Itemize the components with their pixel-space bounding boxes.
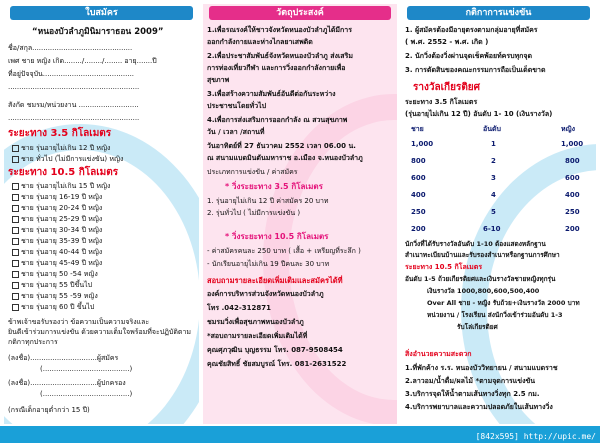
checkbox-row[interactable]: ชาย รุ่นอายุ 30-34 ปี หญิง	[12, 226, 102, 235]
address-field[interactable]: ที่อยู่ปัจจุบัน.........................................	[8, 70, 135, 78]
checkbox-row[interactable]: ชาย รุ่นอายุ 25-29 ปี หญิง	[12, 215, 102, 224]
objective-line: 3.เพื่อสร้างความสัมพันธ์อันดีต่อกันระหว่าง	[207, 90, 336, 98]
column-header: ชาย	[411, 125, 424, 133]
table-cell: 250	[411, 208, 426, 216]
club-field-2[interactable]: ...........................................................	[8, 114, 140, 122]
checkbox-row[interactable]: ชาย รุ่นอายุ 50 -54 หญิง	[12, 270, 98, 279]
table-cell: 600	[565, 174, 580, 182]
panel-heading: กติกาการแข่งขัน	[407, 6, 590, 20]
table-cell: 5	[491, 208, 496, 216]
table-cell: 400	[411, 191, 426, 199]
objective-line: สุขภาพ	[207, 76, 230, 84]
address-field-2[interactable]: ...........................................................	[8, 83, 140, 91]
contact-line: ชมรมวิ่งเพื่อสุขภาพหนองบัวลำภู	[207, 318, 304, 326]
checkbox-row[interactable]: ชาย รุ่นอายุ 16-19 ปี หญิง	[12, 193, 102, 202]
checkbox-row[interactable]: ชาย รุ่นอายุ 20-24 ปี หญิง	[12, 204, 102, 213]
guardian-note: (กรณีเด็กอายุต่ำกว่า 15 ปี)	[8, 406, 90, 414]
objectives-panel	[203, 4, 397, 424]
table-cell: 4	[491, 191, 496, 199]
gender-birth-field[interactable]: เพศ ชาย หญิง เกิด......../......../........ อายุ.......ปี	[8, 57, 157, 65]
checkbox-row[interactable]: ชาย รุ่นอายุ 60 ปี ขึ้นไป	[12, 303, 94, 312]
rule-line: 1. ผู้สมัครต้องมีอายุตรงตามกลุ่มอายุที่สมัคร	[405, 26, 538, 34]
rule-line: 3. การตัดสินของคณะกรรมการถือเป็นเด็ดขาด	[405, 66, 546, 74]
club-field[interactable]: สังกัด ชมรม/หน่วยงาน ...........................	[8, 101, 139, 109]
rules-panel	[401, 4, 596, 424]
prize-distance: ระยะทาง 3.5 กิโลเมตร	[405, 98, 478, 106]
table-cell: 400	[565, 191, 580, 199]
guardian-name-line[interactable]: (.......................................)	[40, 390, 133, 398]
prize-line: รับโล่เกียรติยศ	[457, 323, 498, 331]
prize-line: อันดับ 1-5 ถ้วยเกียรติยศและเงินรางวัลชายหญิงทุกรุ่น	[405, 275, 556, 283]
contact-line: คุณชัยสิทธิ์ ชัยสมบูรณ์ โทร. 081-2631522	[207, 360, 347, 368]
table-cell: 200	[411, 225, 426, 233]
prize-line: หน่วยงาน / โรงเรียน ส่งนักวิ่งเข้าร่วมอันดับ 1-3	[427, 311, 563, 319]
guardian-signature[interactable]: (ลงชื่อ)..............................ผู้ปกครอง	[8, 379, 126, 387]
rule-line: ( พ.ศ. 2552 - พ.ศ. เกิด )	[405, 38, 489, 46]
distance-3-5-heading: ระยะทาง 3.5 กิโลเมตร	[8, 128, 112, 139]
table-cell: 250	[565, 208, 580, 216]
prize-heading: รางวัลเกียรติยศ	[413, 82, 481, 93]
objective-line: ออกกำลังกายและห่างไกลยาเสพติด	[207, 38, 313, 46]
prize-note: นักวิ่งที่ได้รับรางวัลอันดับ 1-10 ต้องแสดงหลักฐาน	[405, 240, 546, 248]
distance-10-5-heading: ระยะทาง 10.5 กิโลเมตร	[8, 167, 119, 178]
checkbox-row[interactable]: ชาย รุ่นอายุ 55 ปีขึ้นไป	[12, 281, 92, 290]
prize-distance-10-5: ระยะทาง 10.5 กิโลเมตร	[405, 263, 483, 271]
name-field[interactable]: ชื่อ/สกุล.............................................	[8, 44, 133, 52]
facilities-heading: สิ่งอำนวยความสะดวก	[405, 350, 472, 358]
table-cell: 600	[411, 174, 426, 182]
checkbox-row[interactable]: ชาย รุ่นอายุไม่เกิน 15 ปี หญิง	[12, 182, 110, 191]
column-header: อันดับ	[483, 125, 501, 133]
table-cell: 1,000	[561, 140, 584, 148]
table-cell: 800	[411, 157, 426, 165]
prize-note: สำเนาทะเบียนบ้านและรับรองสำเนาหรือกฐานการศึกษา	[405, 251, 560, 259]
facility-line: 3.บริการจุดให้น้ำตามเส้นทางวิ่งทุก 2.5 กม.	[405, 390, 540, 398]
contact-line: คุณศุภวุฒิน บุญธรรม โทร. 087-9508454	[207, 346, 343, 354]
facility-line: 4.บริการพยาบาลและความปลอดภัยในเส้นทางวิ่ง	[405, 403, 553, 411]
objective-line: 1.เพื่อรณรงค์ให้ชาวจังหวัดหนองบัวลำภูได้มีการ	[207, 26, 352, 34]
form-title: “หนองบัวลำภูมินิมาราธอน 2009”	[32, 27, 164, 37]
consent-text: ข้าพเจ้าขอรับรองว่า ข้อความเป็นความจริงและ	[8, 318, 150, 326]
table-cell: 1	[491, 140, 496, 148]
objective-line: 4.เพื่อการส่งเสริมการออกกำลัง ณ สวนสุขภาพ	[207, 116, 348, 124]
run-10-5-heading: * วิ่งระยะทาง 10.5 กิโลเมตร	[225, 232, 329, 241]
run-3-5-item: 2. รุ่นทั่วไป ( ไม่มีการแข่งขัน )	[207, 209, 301, 217]
checkbox-row[interactable]: ชาย ทั่วไป (ไม่มีการแข่งขัน) หญิง	[12, 155, 123, 164]
table-cell: 2	[491, 157, 496, 165]
applicant-name-line[interactable]: (.......................................)	[40, 365, 133, 373]
table-cell: 1,000	[411, 140, 434, 148]
run-10-5-student-fee: - นักเรียนอายุไม่เกิน 19 ปีคนละ 30 บาท	[207, 260, 330, 268]
application-form-panel	[4, 4, 199, 424]
contact-heading: สอบถามรายละเอียดเพิ่มเติมและสมัครได้ที่	[207, 276, 343, 285]
rule-line: 2. นักวิ่งต้องวิ่งผ่านจุดเช็คพ้อยท์ครบทุกจุด	[405, 52, 533, 60]
run-3-5-item: 1. รุ่นอายุไม่เกิน 12 ปี ค่าสมัคร 20 บาท	[207, 197, 329, 205]
consent-text: ยินดีเข้าร่วมการแข่งขัน ด้วยความเต็มใจพร้อมที่จะปฏิบัติตาม	[8, 328, 191, 336]
source-watermark: [842x595] http://upic.me/	[475, 432, 596, 441]
consent-text: กติกาทุกประการ	[8, 338, 58, 346]
panel-heading: วัตถุประสงค์	[209, 6, 391, 20]
objective-line: การท่องเที่ยวกีฬา และการวิ่งออกกำลังกายเพื่อ	[207, 64, 346, 72]
event-place: ณ สนามแบดมินตันมหาราช อ.เมือง จ.หนองบัวลำภู	[207, 154, 363, 162]
applicant-signature[interactable]: (ลงชื่อ)..............................ผู้สมัคร	[8, 354, 119, 362]
objective-line: ประชาชนโดยทั่วไป	[207, 102, 267, 110]
checkbox-row[interactable]: ชาย รุ่นอายุไม่เกิน 12 ปี หญิง	[12, 144, 110, 153]
contact-line: *สอบถามรายละเอียดเพิ่มเติมได้ที่	[207, 332, 308, 340]
prize-category: (รุ่นอายุไม่เกิน 12 ปี) อันดับ 1- 10 (เงินรางวัล)	[405, 110, 553, 118]
prize-line: เงินรางวัล 1000,800,600,500,400	[427, 287, 540, 295]
panel-heading: ใบสมัคร	[10, 6, 193, 20]
checkbox-row[interactable]: ชาย รุ่นอายุ 40-44 ปี หญิง	[12, 248, 102, 257]
column-header: หญิง	[561, 125, 575, 133]
table-cell: 3	[491, 174, 496, 182]
facility-line: 1.ที่พักค้าง ร.ร. หนองบัววิทยายน / สนามแบดราช	[405, 364, 558, 372]
objective-line: วัน / เวลา /สถานที่	[207, 128, 265, 136]
table-cell: 6-10	[483, 225, 501, 233]
table-cell: 800	[565, 157, 580, 165]
run-3-5-heading: * วิ่งระยะทาง 3.5 กิโลเมตร	[225, 182, 323, 191]
checkbox-row[interactable]: ชาย รุ่นอายุ 45-49 ปี หญิง	[12, 259, 102, 268]
facility-line: 2.ลาวอม/น้ำดื่ม/ผลไม้ *ตามจุดการแข่งขัน	[405, 377, 536, 385]
checkbox-row[interactable]: ชาย รุ่นอายุ 35-39 ปี หญิง	[12, 237, 102, 246]
prize-table	[401, 124, 596, 234]
contact-line: องค์การบริหารส่วนจังหวัดหนองบัวลำภู	[207, 290, 324, 298]
prize-line: Over All ชาย - หญิง รับถ้วย+เงินรางวัล 2000 บาท	[427, 299, 580, 307]
fee-heading: ประเภทการแข่งขัน / ค่าสมัคร	[207, 168, 298, 176]
event-date: วันอาทิตย์ที่ 27 ธันวาคม 2552 เวลา 06.00 น.	[207, 142, 356, 150]
objective-line: 2.เพื่อประชาสัมพันธ์จังหวัดหนองบัวลำภู ส่งเสริม	[207, 52, 353, 60]
run-10-5-fee: - ค่าสมัครคนละ 250 บาท ( เสื้อ + เหรียญที่ระลึก )	[207, 247, 361, 255]
checkbox-row[interactable]: ชาย รุ่นอายุ 55 -59 หญิง	[12, 292, 98, 301]
contact-line: โทร .042-312871	[207, 304, 271, 312]
table-cell: 200	[565, 225, 580, 233]
